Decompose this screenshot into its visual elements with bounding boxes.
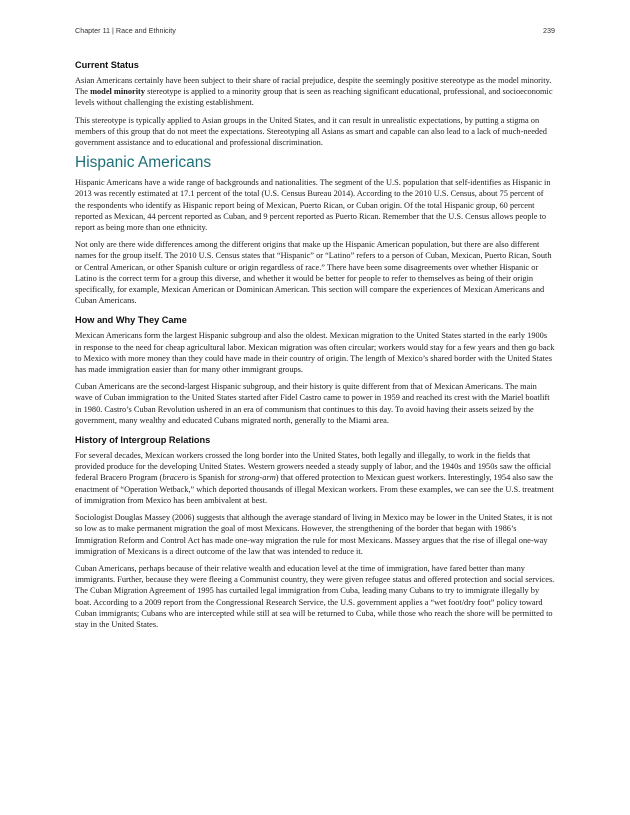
how-why-paragraph-1: Mexican Americans form the largest Hispanic subgroup and also the oldest. Mexican migration to the United States started in the early 1900s in response to the need for cheap agricultural labor. Mexican migration was often circular; workers would stay for a few years and then go back to Mexico with more money than they could have made in their country of origin. The length of Mexico’s shared border with the United States has made immigration easier than for many other immigrant groups. <box>75 331 555 375</box>
current-status-paragraph-1: Asian Americans certainly have been subject to their share of racial prejudice, despite the seemingly positive stereotype as the model minority. The model minority stereotype is applied to a minority group that is seen as reaching significant educational, professional, and socioeconomic levels without challenging the existing establishment. <box>75 76 553 108</box>
chapter-label: Chapter 11 | Race and Ethnicity <box>75 26 176 35</box>
hispanic-paragraph-2: Not only are there wide differences among the different origins that make up the Hispanic American population, but there are also different names for the group itself. The 2010 U.S. Census states that “Hispanic” or “Latino” refers to a person of Cuban, Mexican, Puerto Rican, South or Central American, or other Spanish culture or origin regardless of race.” There have been some disagreements over whether Hispanic or Latino is the correct term for a group this diverse, and whether it would be better for people to refer to themselves as being of their origin specifically, for example, Mexican American or Dominican American. This section will compare the experiences of Mexican Americans and Cuban Americans. <box>75 240 552 306</box>
model-minority-term: model minority <box>90 87 145 97</box>
intergroup-paragraph-3: Cuban Americans, perhaps because of their relative wealth and education level at the time of immigration, have fared better than many immigrants. Further, because they were fleeing a Communist country, they were given refugee status and offered protection and social services. The Cuban Migration Agreement of 1995 has curtailed legal immigration from Cuba, leading many Cubans to try to immigrate illegally by boat. According to a 2009 report from the Congressional Research Service, the U.S. government applies a “wet foot/dry foot” policy toward Cuban immigrants; Cubans who are intercepted while still at sea will be returned to Cuba, while those who reach the shore will be permitted to stay in the United States. <box>75 563 555 629</box>
hispanic-paragraph-1: Hispanic Americans have a wide range of backgrounds and nationalities. The segment of the U.S. population that self-identifies as Hispanic in 2013 was recently estimated at 17.1 percent of the total (U.S. Census Bureau 2014). According to the 2010 U.S. Census, about 75 percent of the respondents who identify as Hispanic report being of Mexican, Puerto Rican, or Cuban origin. Of the total Hispanic group, 60 percent reported as Mexican, 44 percent reported as Cuban, and 9 percent reported as Puerto Rican. Remember that the U.S. Census allows people to report as being more than one ethnicity. <box>75 178 551 233</box>
hispanic-americans-heading: Hispanic Americans <box>75 154 212 172</box>
intergroup-paragraph-1: For several decades, Mexican workers crossed the long border into the United States, both legally and illegally, to work in the fields that provided produce for the developing United States. Western growers needed a steady supply of labor, and the 1940s and 1950s saw the official federal Bracero Program (bracero is Spanish for strong-arm) that offered protection to Mexican guest workers. Interestingly, 1954 also saw the enactment of “Operation Wetback,” which deported thousands of illegal Mexican workers. From these examples, we can see the U.S. treatment of immigration from Mexico has been ambivalent at best. <box>75 451 554 505</box>
how-why-paragraph-2: Cuban Americans are the second-largest Hispanic subgroup, and their history is quite different from that of Mexican Americans. The main wave of Cuban immigration to the United States started after Fidel Castro came to power in 1959 and reached its crest with the Mariel boatlift in 1980. Castro’s Cuban Revolution ushered in an era of communism that continues to this day. To avoid having their assets seized by the government, many wealthy and educated Cubans migrated north, generally to the Miami area. <box>75 382 550 425</box>
how-why-heading: How and Why They Came <box>75 315 187 326</box>
current-status-heading: Current Status <box>75 60 139 70</box>
intergroup-heading: History of Intergroup Relations <box>75 435 211 446</box>
current-status-paragraph-2: This stereotype is typically applied to Asian groups in the United States, and it can result in unrealistic expectations, by putting a stigma on members of this group that do not meet the expectations. Stereotyping all Asians as smart and capable can also lead to a lack of much-needed government assistance and to educational and professional discrimination. <box>75 115 547 148</box>
page-body <box>75 60 555 636</box>
intergroup-paragraph-2: Sociologist Douglas Massey (2006) suggests that although the average standard of living in Mexico may be lower in the United States, it is not so low as to make permanent migration the goal of most Mexicans. However, the strengthening of the border that began with 1986’s Immigration Reform and Control Act has made one-way migration the rule for most Mexicans. Massey argues that the rise of illegal one-way immigration of Mexicans is a direct outcome of the law that was intended to reduce it. <box>75 513 553 556</box>
page-number: 239 <box>543 26 555 35</box>
running-header <box>75 26 555 35</box>
